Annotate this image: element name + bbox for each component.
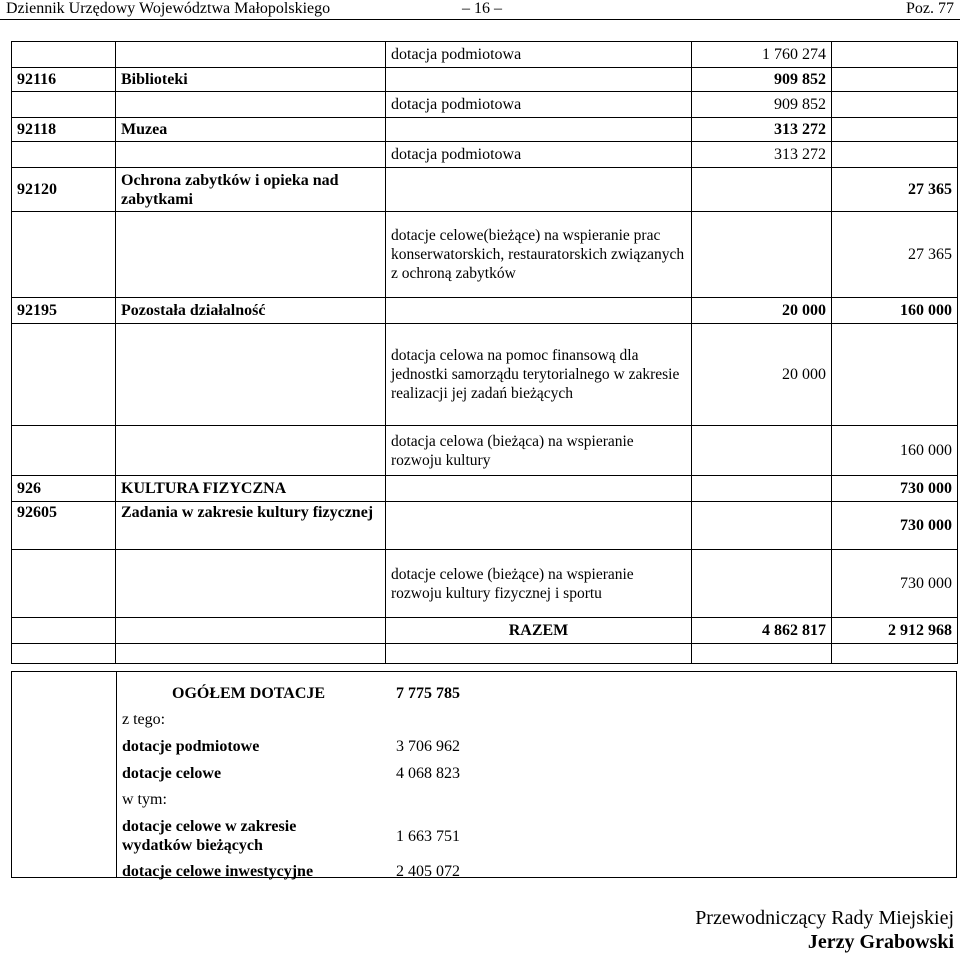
row-amount: 1 760 274	[692, 42, 832, 68]
row-amount: 909 852	[692, 92, 832, 118]
table-row	[12, 644, 958, 664]
signature-name: Jerzy Grabowski	[807, 931, 954, 953]
inwest-label: dotacje celowe inwestycyjne	[122, 863, 314, 880]
table-row	[12, 426, 958, 476]
row-desc: dotacja podmiotowa	[386, 92, 692, 118]
razem-amount-2: 2 912 968	[832, 618, 958, 644]
row-code: 926	[12, 476, 116, 502]
row-desc: dotacja celowa na pomoc finansową dla jednostki samorządu terytorialnego w zakresie realizacji jej zadań bieżących	[386, 324, 692, 426]
row-code: 92195	[12, 298, 116, 324]
table-row	[12, 324, 958, 426]
row-amount: 909 852	[692, 68, 832, 92]
row-amount: 27 365	[832, 212, 958, 298]
journal-title: Dziennik Urzędowy Województwa Małopolskiego	[6, 0, 331, 17]
signature-title: Przewodniczący Rady Miejskiej	[695, 907, 954, 929]
row-total: 27 365	[832, 168, 958, 212]
row-amount-1: 20 000	[692, 298, 832, 324]
razem-label: RAZEM	[386, 618, 692, 644]
summary-divider	[116, 672, 117, 877]
position-number: Poz. 77	[906, 0, 954, 17]
table-row	[12, 550, 958, 618]
including-label: w tym:	[122, 791, 167, 808]
row-code: 92118	[12, 118, 116, 142]
row-name: Biblioteki	[116, 68, 386, 92]
row-code: 92120	[12, 168, 116, 212]
table-row	[12, 92, 958, 118]
row-amount: 20 000	[692, 324, 832, 426]
row-desc: dotacje celowe (bieżące) na wspieranie rozwoju kultury fizycznej i sportu	[386, 550, 692, 618]
total-value: 7 775 785	[396, 685, 460, 702]
row-name: Pozostała działalność	[116, 298, 386, 324]
podmiotowe-value: 3 706 962	[396, 738, 460, 755]
table-row	[12, 42, 958, 68]
row-amount: 313 272	[692, 118, 832, 142]
row-amount: 313 272	[692, 142, 832, 168]
celowe-value: 4 068 823	[396, 765, 460, 782]
row-amount: 730 000	[832, 550, 958, 618]
table-row	[12, 168, 958, 212]
summary-box	[11, 671, 957, 878]
razem-row	[12, 618, 958, 644]
total-label: OGÓŁEM DOTACJE	[172, 685, 326, 702]
row-desc: dotacje celowe(bieżące) na wspieranie prac konserwatorskich, restauratorskich związanych z ochroną zabytków	[386, 212, 692, 298]
table-row	[12, 118, 958, 142]
biezace-value: 1 663 751	[396, 828, 460, 845]
row-name: Zadania w zakresie kultury fizycznej	[116, 502, 386, 550]
table-row	[12, 212, 958, 298]
page-number: – 16 –	[462, 0, 502, 17]
biezace-label: dotacje celowe w zakresie wydatków bieżących	[122, 818, 297, 854]
row-total: 730 000	[832, 476, 958, 502]
row-name: KULTURA FIZYCZNA	[116, 476, 386, 502]
row-total: 730 000	[832, 502, 958, 550]
row-code: 92116	[12, 68, 116, 92]
row-desc: dotacja podmiotowa	[386, 42, 692, 68]
budget-table	[11, 41, 958, 664]
razem-amount-1: 4 862 817	[692, 618, 832, 644]
podmiotowe-label: dotacje podmiotowe	[122, 738, 260, 755]
table-row	[12, 68, 958, 92]
row-code: 92605	[12, 502, 116, 550]
row-desc: dotacja celowa (bieżąca) na wspieranie rozwoju kultury	[386, 426, 692, 476]
row-name: Muzea	[116, 118, 386, 142]
header-divider	[0, 19, 960, 20]
row-desc: dotacja podmiotowa	[386, 142, 692, 168]
row-amount-2: 160 000	[832, 298, 958, 324]
inwest-value: 2 405 072	[396, 863, 460, 880]
table-row	[12, 502, 958, 550]
of-which-label: z tego:	[122, 711, 166, 728]
table-row	[12, 476, 958, 502]
row-name: Ochrona zabytków i opieka nad zabytkami	[116, 168, 386, 212]
table-row	[12, 142, 958, 168]
table-row	[12, 298, 958, 324]
row-amount: 160 000	[832, 426, 958, 476]
celowe-label: dotacje celowe	[122, 765, 222, 782]
